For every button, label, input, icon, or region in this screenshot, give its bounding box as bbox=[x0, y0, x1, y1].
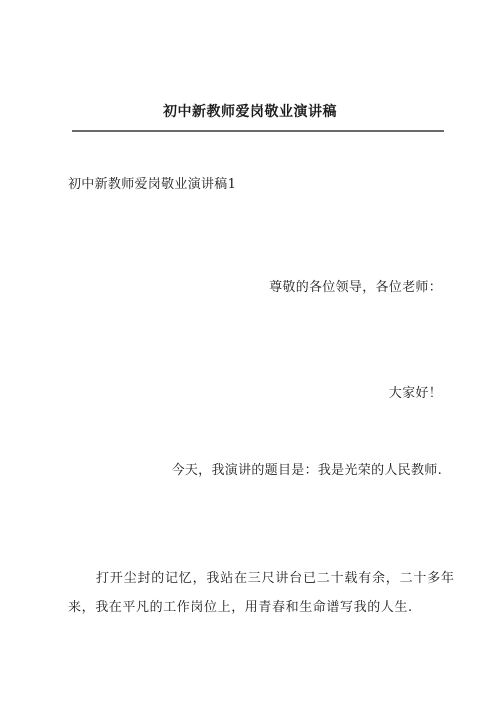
document-title: 初中新教师爱岗敬业演讲稿 bbox=[163, 104, 337, 120]
paragraph-line: 打开尘封的记忆，我站在三尺讲台已二十载有余，二十多年 bbox=[96, 571, 455, 586]
paragraph-line: 来，我在平凡的工作岗位上，用青春和生命谱写我的人生. bbox=[68, 600, 413, 615]
topic-line: 今天，我演讲的题目是：我是光荣的人民教师. bbox=[171, 463, 442, 478]
greeting-line: 大家好！ bbox=[388, 386, 442, 401]
title-divider bbox=[72, 130, 444, 132]
salutation-line: 尊敬的各位领导，各位老师： bbox=[269, 280, 442, 295]
speech-subheading: 初中新教师爱岗敬业演讲稿1 bbox=[68, 177, 237, 192]
